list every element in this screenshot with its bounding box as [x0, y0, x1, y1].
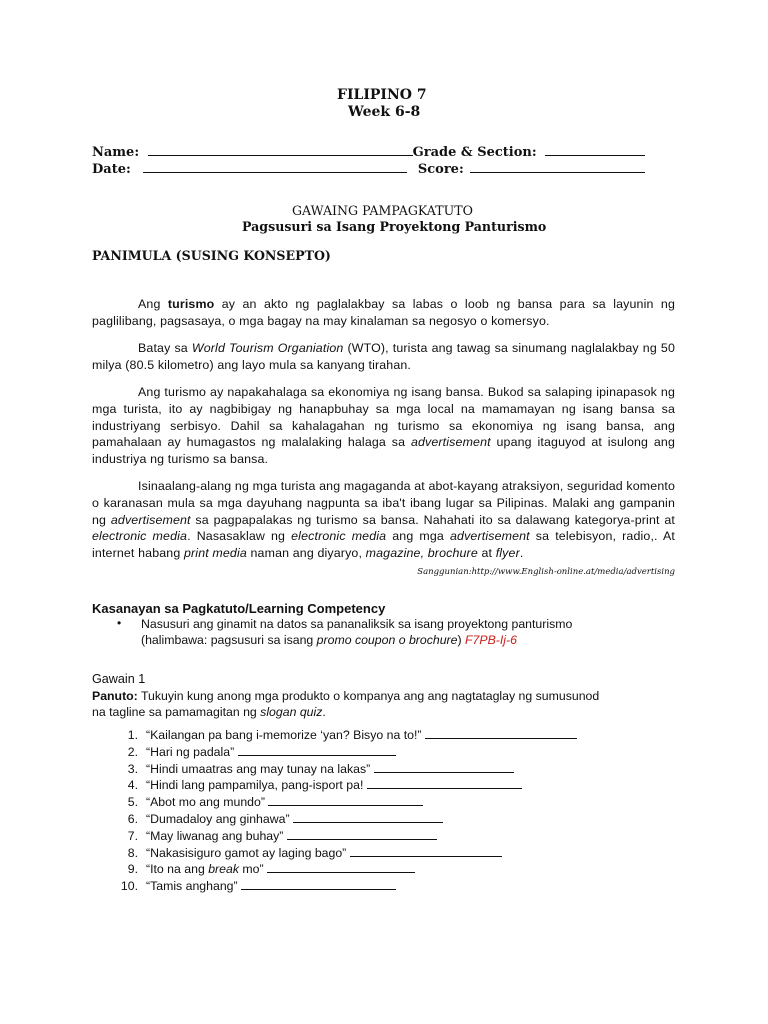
panimula-text: [92, 296, 675, 561]
list-item: 7. “May liwanag ang buhay”: [110, 828, 577, 845]
date-row: [92, 161, 645, 177]
list-item: 8. “Nakasisiguro gamot ay laging bago”: [110, 845, 577, 862]
answer-field[interactable]: [293, 811, 443, 823]
answer-field[interactable]: [425, 727, 577, 739]
list-item: 5. “Abot mo ang mundo”: [110, 794, 577, 811]
activity-title: GAWAING PAMPAGKATUTO: [292, 203, 473, 218]
panuto-text: Panuto: Tukuyin kung anong mga produkto o kompanya ang ang nagtataglay ng sumusunod na tagline sa pamamagitan ng slogan quiz.: [92, 689, 600, 719]
paragraph-1: Ang turismo ay an akto ng paglalakbay sa labas o loob ng bansa para sa layunin ng paglilibang, pagsasaya, o mga bagay na may kinalaman sa negosyo o komersyo.: [92, 297, 675, 328]
answer-field[interactable]: [268, 794, 423, 806]
competency-bullet-line1: Nasusuri ang ginamit na datos sa pananaliksik sa isang proyektong panturismo: [141, 617, 573, 631]
gawain-title: Gawain 1: [92, 672, 146, 686]
list-item: 6. “Dumadaloy ang ginhawa”: [110, 811, 577, 828]
list-item: 10. “Tamis anghang”: [110, 878, 577, 895]
answer-field[interactable]: [267, 861, 415, 873]
bullet-icon: •: [117, 616, 122, 630]
panimula-heading: PANIMULA (SUSING KONSEPTO): [92, 248, 331, 263]
answer-field[interactable]: [238, 744, 396, 756]
grade-section-label: Grade & Section:: [412, 145, 537, 160]
slogan-quiz-list: [110, 727, 577, 895]
answer-field[interactable]: [241, 878, 396, 890]
paragraph-4: Isinaalang-alang ng mga turista ang magaganda at abot-kayang atraksiyon, seguridad komento o karanasan mula sa mga dayuhang nagpunta sa iba't ibang lugar sa Pilipinas. Malaki ang gampanin ng advertisement sa pagpapalakas ng turismo sa bansa. Nahahati ito sa dalawang kategorya-print at electronic media. Nasasaklaw ng electronic media ang mga advertisement sa telebisyon, radio,. At internet habang print media naman ang diyaryo, magazine, brochure at flyer.: [92, 479, 675, 560]
date-field[interactable]: [143, 161, 407, 173]
list-item: 3. “Hindi umaatras ang may tunay na lakas”: [110, 761, 577, 778]
name-label: Name:: [92, 145, 140, 160]
list-item: 9. “Ito na ang break mo”: [110, 861, 577, 878]
competency-code: F7PB-Ij-6: [465, 633, 517, 647]
list-item: 2. “Hari ng padala”: [110, 744, 577, 761]
name-field[interactable]: [148, 144, 413, 156]
name-row: [92, 144, 645, 160]
subject-title: FILIPINO 7: [337, 87, 427, 103]
paragraph-3: Ang turismo ay napakahalaga sa ekonomiya ng isang bansa. Bukod sa salaping ipinapasok ng mga turista, ito ay nagbibigay ng hanapbuhay sa mga local na mamamayan ng isang bansa sa industriyang serbisyo. Dahil sa kahalagahan ng turismo sa ekonomiya ng isang bansa, ang pamahalaan ay humagastos ng malalaking halaga sa advertisement upang itaguyod at isulong ang industriya ng turismo sa bansa.: [92, 385, 675, 466]
answer-field[interactable]: [287, 828, 437, 840]
answer-field[interactable]: [374, 761, 514, 773]
date-label: Date:: [92, 162, 131, 177]
competency-heading: Kasanayan sa Pagkatuto/Learning Competency: [92, 601, 386, 616]
score-label: Score:: [417, 162, 464, 177]
grade-section-field[interactable]: [545, 144, 645, 156]
activity-subtitle: Pagsusuri sa Isang Proyektong Panturismo: [242, 219, 547, 234]
answer-field[interactable]: [350, 845, 502, 857]
list-item: 4. “Hindi lang pampamilya, pang-isport pa!: [110, 777, 577, 794]
paragraph-2: Batay sa World Tourism Organiation (WTO), turista ang tawag sa sinumang naglalakbay ng 50 milya (80.5 kilometro) ang layo mula sa kanyang tirahan.: [92, 341, 675, 372]
week-label: Week 6-8: [348, 104, 421, 120]
source-citation: Sanggunian:http://www.English-online.at/media/advertising: [417, 567, 675, 577]
competency-bullet-line2: (halimbawa: pagsusuri sa isang promo coupon o brochure) F7PB-Ij-6: [141, 633, 517, 647]
score-field[interactable]: [470, 161, 645, 173]
answer-field[interactable]: [367, 777, 522, 789]
list-item: 1. “Kailangan pa bang i-memorize ‘yan? Bisyo na to!”: [110, 727, 577, 744]
